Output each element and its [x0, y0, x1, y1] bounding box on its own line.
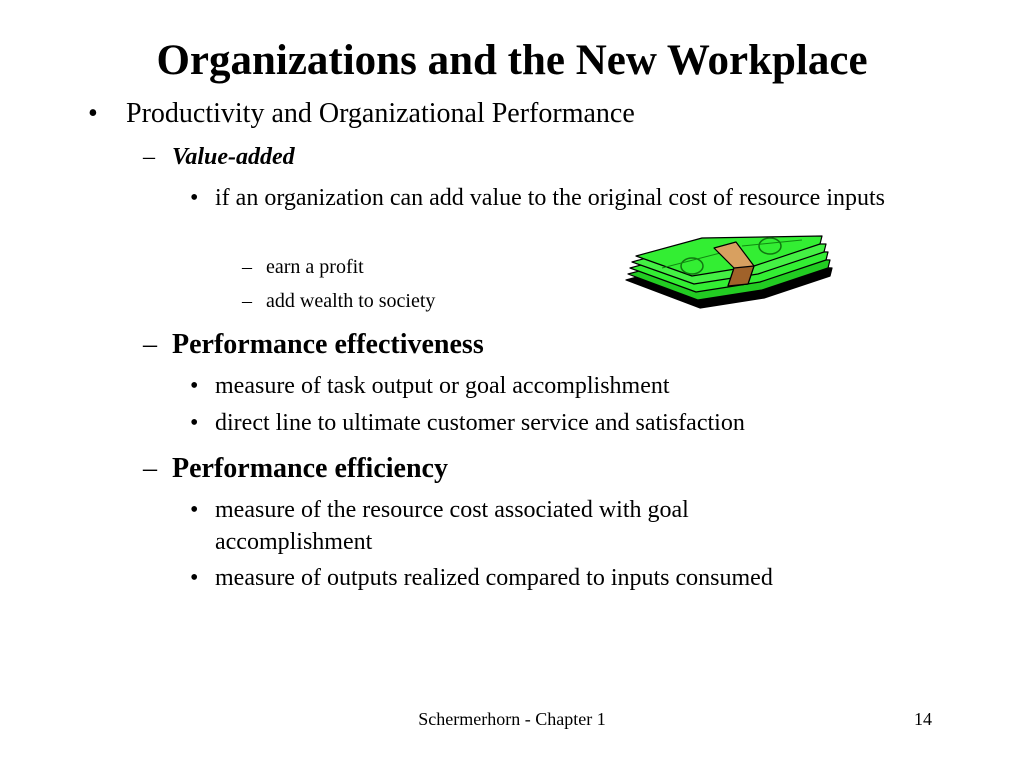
- bullet-marker: •: [190, 565, 199, 591]
- sub-item-text: earn a profit: [266, 256, 364, 278]
- bullet-text: measure of task output or goal accomplishment: [215, 373, 670, 399]
- bullet-text: measure of the resource cost associated with goal accomplishment: [215, 497, 689, 555]
- dash-marker: –: [143, 144, 155, 170]
- bullet-marker: •: [88, 98, 98, 129]
- dash-marker: –: [242, 256, 252, 278]
- bullet-text: measure of outputs realized compared to inputs consumed: [215, 565, 773, 591]
- dash-marker: –: [242, 290, 252, 312]
- bullet-text: Productivity and Organizational Performance: [126, 98, 635, 129]
- money-stack-icon: [622, 228, 838, 312]
- subheading-text: Performance efficiency: [172, 453, 448, 484]
- page-number: 14: [914, 709, 932, 729]
- subheading-text: Value-added: [172, 144, 295, 170]
- bullet-marker: •: [190, 410, 199, 436]
- subheading-text: Performance effectiveness: [172, 329, 484, 360]
- dash-marker: –: [143, 453, 157, 484]
- dash-marker: –: [143, 329, 157, 360]
- bullet-text: if an organization can add value to the original cost of resource inputs: [215, 185, 886, 211]
- bullet-text: direct line to ultimate customer service and satisfaction: [215, 410, 745, 436]
- sub-item-text: add wealth to society: [266, 290, 436, 312]
- bullet-marker: •: [190, 373, 199, 399]
- bullet-marker: •: [190, 497, 199, 523]
- bullet-marker: •: [190, 185, 199, 211]
- footer-caption: Schermerhorn - Chapter 1: [418, 709, 606, 729]
- slide-title: Organizations and the New Workplace: [156, 37, 868, 84]
